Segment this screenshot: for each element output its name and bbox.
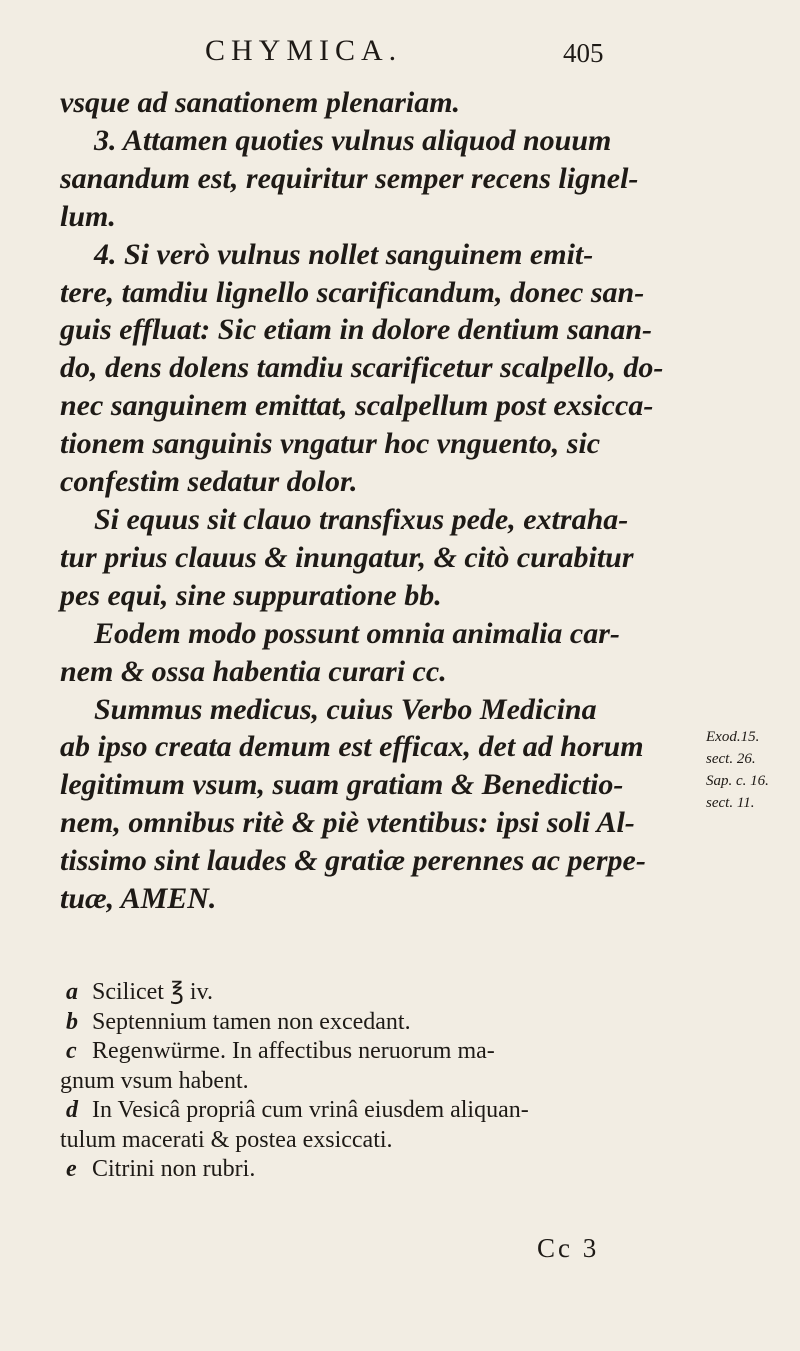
text-line: 4. Si verò vulnus nollet sanguinem emit- <box>94 237 594 271</box>
footnote-text: tulum macerati & postea exsiccati. <box>60 1126 393 1153</box>
text-line: tissimo sint laudes & gratiæ perennes ac perpe- <box>60 844 646 878</box>
running-title: CHYMICA. <box>205 34 403 67</box>
text-line: guis effluat: Sic etiam in dolore dentium sanan- <box>60 313 653 347</box>
text-line: nem & ossa habentia curari cc. <box>60 654 447 688</box>
footnote-continuation <box>60 1067 740 1097</box>
text-line: lum. <box>60 199 116 233</box>
text-line: do, dens dolens tamdiu scarificetur scalpello, do- <box>60 351 664 385</box>
footnote-continuation <box>60 1126 740 1156</box>
footnote <box>60 978 740 1008</box>
text-line: tuæ, AMEN. <box>60 882 217 916</box>
catchword: Cc 3 <box>537 1233 600 1263</box>
text-line: nec sanguinem emittat, scalpellum post exsicca- <box>60 389 654 423</box>
footnote-letter: b <box>66 1008 78 1035</box>
footnote-text: Septennium tamen non excedant. <box>92 1008 411 1035</box>
text-line: Eodem modo possunt omnia animalia car- <box>94 616 620 650</box>
main-text <box>60 84 730 918</box>
footnotes <box>60 978 740 1185</box>
footnote-text: Regenwürme. In affectibus neruorum ma- <box>92 1038 495 1064</box>
margin-note: Sap. c. 16. <box>706 773 769 789</box>
footnote-text: Citrini non rubri. <box>92 1156 256 1182</box>
footnote <box>60 1008 740 1038</box>
text-line: ab ipso creata demum est efficax, det ad horum <box>60 730 644 764</box>
text-line: vsque ad sanationem plenariam. <box>60 86 461 119</box>
margin-note: Exod.15. <box>706 729 760 745</box>
footnote-letter: d <box>66 1097 78 1123</box>
footnote <box>60 1155 740 1185</box>
footnote-text: Scilicet ℥ iv. <box>92 979 213 1005</box>
footnote <box>60 1096 740 1126</box>
footnote-letter: c <box>66 1038 77 1064</box>
page-number: 405 <box>563 38 604 68</box>
text-line: 3. Attamen quoties vulnus aliquod nouum <box>94 123 612 157</box>
text-line: pes equi, sine suppuratione bb. <box>60 578 442 612</box>
footnote-text: gnum vsum habent. <box>60 1067 249 1094</box>
margin-note: sect. 11. <box>706 795 755 811</box>
text-line: tionem sanguinis vngatur hoc vnguento, sic <box>60 427 601 461</box>
page-header <box>0 32 800 82</box>
text-line: Si equus sit clauo transfixus pede, extraha- <box>94 502 629 536</box>
text-line: Summus medicus, cuius Verbo Medicina <box>94 692 597 726</box>
footnote <box>60 1037 740 1067</box>
text-line: tere, tamdiu lignello scarificandum, donec san- <box>60 275 645 309</box>
text-line: confestim sedatur dolor. <box>60 465 358 499</box>
footnote-text: In Vesicâ propriâ cum vrinâ eiusdem aliquan- <box>92 1097 529 1123</box>
margin-notes <box>706 726 798 814</box>
text-line: sanandum est, requiritur semper recens lignel- <box>60 161 639 195</box>
text-line: legitimum vsum, suam gratiam & Benedictio- <box>60 768 624 802</box>
footnote-letter: e <box>66 1156 77 1182</box>
text-line: tur prius clauus & inungatur, & citò curabitur <box>60 540 634 574</box>
footnote-letter: a <box>66 979 78 1005</box>
text-line: nem, omnibus ritè & piè vtentibus: ipsi soli Al- <box>60 806 635 840</box>
margin-note: sect. 26. <box>706 751 756 767</box>
